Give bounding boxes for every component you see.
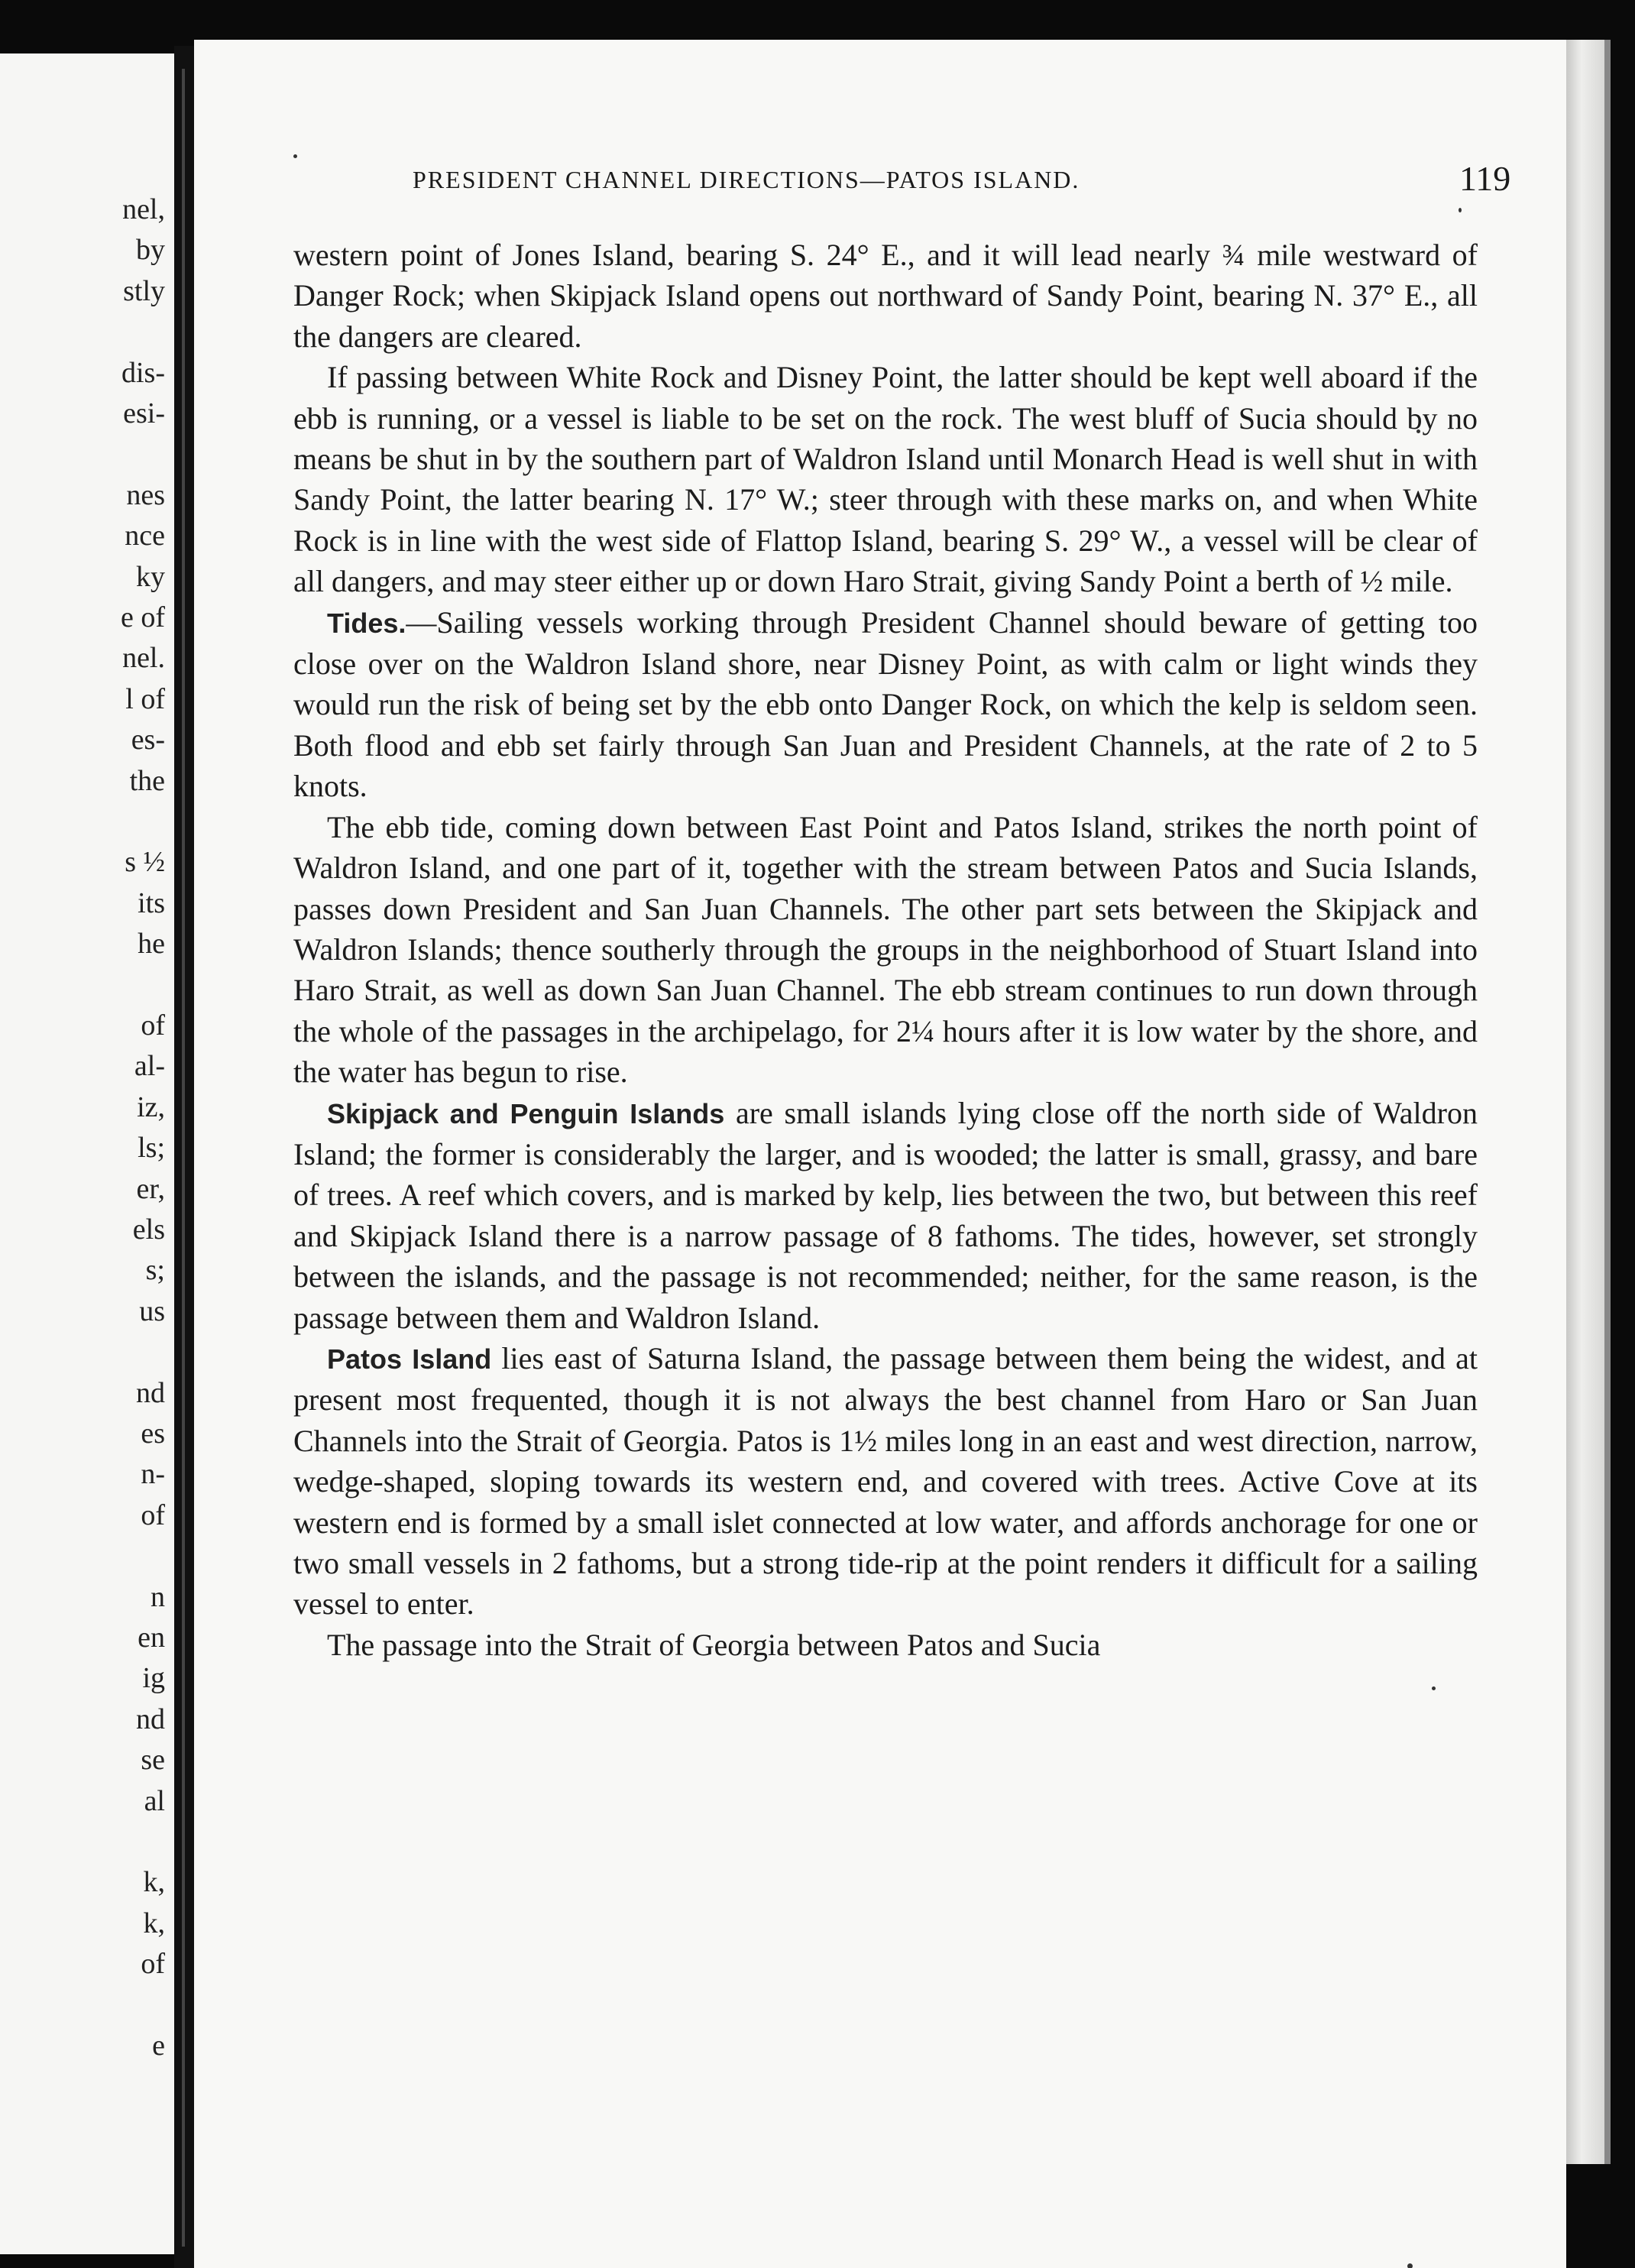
previous-page-line-fragment: nd (136, 1376, 165, 1409)
previous-page-line-fragment: al- (134, 1050, 165, 1083)
previous-page-line-fragment: al (144, 1784, 165, 1817)
page-number: 119 (1459, 159, 1511, 198)
previous-page-line-fragment: dis- (121, 356, 165, 389)
previous-page-line-fragment: l of (125, 682, 165, 715)
previous-page-line-fragment: of (141, 1009, 165, 1042)
previous-page-line-fragment: of (141, 1948, 165, 1981)
paragraph-continuation (293, 235, 1478, 357)
paragraph-ebb-tide (293, 807, 1478, 1093)
previous-page-line-fragment: nd (136, 1703, 165, 1735)
run-in-heading: Skipjack and Penguin Islands (327, 1097, 725, 1129)
previous-page-line-fragment: esi- (123, 397, 165, 429)
previous-page-line-fragment: us (139, 1294, 165, 1327)
previous-page-line-fragment: iz, (137, 1090, 165, 1123)
previous-page-line-fragment: es (141, 1418, 165, 1450)
previous-page-line-fragment: of (141, 1498, 165, 1531)
paragraph-text: The passage into the Strait of Georgia between Patos and Sucia (327, 1627, 1101, 1662)
previous-page-line-fragment: els (132, 1213, 165, 1246)
paragraph-text: are small islands lying close off the north side of Waldron Island; the former is considerably the larger, and is wooded; the latter is small, grassy, and bare of trees. A reef which covers, and is marked by kelp, lies between the two, but between this reef and Skipjack Island there is a narrow passage of 8 fathoms. The tides, however, set strongly between the islands, and the passage is not recommended; neither, for the same reason, is the passage between them and Waldron Island. (293, 1095, 1478, 1335)
paragraph-text: western point of Jones Island, bearing S. 24° E., and it will lead nearly ¾ mile westward of Danger Rock; when Skipjack Island opens out northward of Sandy Point, bearing N. 37° E., all the dangers are cleared. (293, 238, 1478, 354)
previous-page-line-fragment: nel. (122, 642, 165, 675)
previous-page-line-fragment: nce (125, 520, 165, 552)
previous-page-line-fragment: nel, (122, 193, 165, 225)
paragraph-skipjack-penguin (293, 1093, 1478, 1338)
previous-page-line-fragment: s; (145, 1254, 165, 1287)
previous-page-line-fragment: he (138, 928, 165, 961)
ink-speck (1432, 1686, 1436, 1690)
paragraph-patos-island (293, 1338, 1478, 1625)
previous-page-line-fragment: en (138, 1622, 165, 1654)
run-in-heading: Patos Island (327, 1343, 492, 1375)
previous-page-line-fragment: se (141, 1744, 165, 1777)
page-stack-shadow (1604, 40, 1611, 2164)
previous-page-line-fragment: s ½ (125, 846, 165, 879)
previous-page-line-fragment: n (151, 1580, 165, 1613)
previous-page-line-fragment: es- (131, 724, 165, 757)
paragraph-tides (293, 602, 1478, 807)
previous-page-line-fragment: er, (136, 1172, 165, 1205)
previous-page-line-fragment: ky (136, 560, 165, 593)
paragraph-strait-passage (293, 1625, 1478, 1665)
running-header: PRESIDENT CHANNEL DIRECTIONS—PATOS ISLAND. (413, 166, 1080, 193)
book-page (194, 40, 1566, 2268)
run-in-heading: Tides. (327, 607, 406, 639)
paragraph-text: —Sailing vessels working through President Channel should beware of getting too close over on the Waldron Island shore, near Disney Point, as with calm or light winds they would run the risk of being set by the ebb onto Danger Rock, on which the kelp is seldom seen. Both flood and ebb set fairly through San Juan and President Channels, at the rate of 2 to 5 knots. (293, 604, 1478, 804)
ink-speck (293, 154, 297, 158)
previous-page-line-fragment: its (138, 886, 165, 919)
previous-page-line-fragment: n- (141, 1458, 165, 1491)
previous-page-line-fragment: k, (143, 1866, 165, 1899)
paragraph-text: If passing between White Rock and Disney Point, the latter should be kept well aboard if the ebb is running, or a vessel is liable to be set on the rock. The west bluff of Sucia should by no means be shut in by the southern part of Waldron Island until Monarch Head is well shut in with Sandy Point, the latter bearing N. 17° W.; steer through with these marks on, and when White Rock is in line with the west side of Flattop Island, bearing S. 29° W., a vessel will be clear of all dangers, and may steer either up or down Haro Strait, giving Sandy Point a berth of ½ mile. (293, 360, 1478, 599)
previous-page-line-fragment: ls; (138, 1132, 165, 1165)
previous-page-line-fragment: by (136, 234, 165, 267)
previous-page-line-fragment: e of (120, 601, 165, 633)
previous-page-line-fragment: k, (143, 1907, 165, 1939)
ink-speck (1459, 208, 1462, 212)
previous-page-line-fragment: e (152, 2030, 165, 2062)
previous-page-line-fragment: the (129, 764, 165, 797)
previous-page-fragment (0, 53, 177, 2254)
previous-page-line-fragment: stly (123, 274, 165, 307)
page-stack-edge (1566, 40, 1604, 2164)
ink-speck (1407, 2263, 1413, 2268)
gutter-line (182, 69, 185, 2247)
previous-page-line-fragment: ig (142, 1662, 165, 1695)
page-body (293, 235, 1478, 1665)
previous-page-line-fragment: nes (126, 478, 165, 511)
paragraph-text: The ebb tide, coming down between East Point and Patos Island, strikes the north point of Waldron Island, and one part of it, together with the stream between Patos and Sucia Islands, passes down President and San Juan Channels. The other part sets between the Skipjack and Waldron Islands; thence southerly through the groups in the neighborhood of Stuart Island into Haro Strait, as well as down San Juan Channel. The ebb stream continues to run down through the whole of the passages in the archipelago, for 2¼ hours after it is low water by the shore, and the water has begun to rise. (293, 809, 1478, 1090)
paragraph-passing-directions (293, 357, 1478, 601)
paragraph-text: lies east of Saturna Island, the passage between them being the widest, and at present most frequented, though it is not always the best channel from Haro or San Juan Channels into the Strait of Georgia. Patos is 1½ miles long in an east and west direction, narrow, wedge-shaped, sloping towards its western end, and covered with trees. Active Cove at its western end is formed by a small islet connected at low water, and affords anchorage for one or two small vessels in 2 fathoms, but a strong tide-rip at the point renders it difficult for a sailing vessel to enter. (293, 1340, 1478, 1622)
